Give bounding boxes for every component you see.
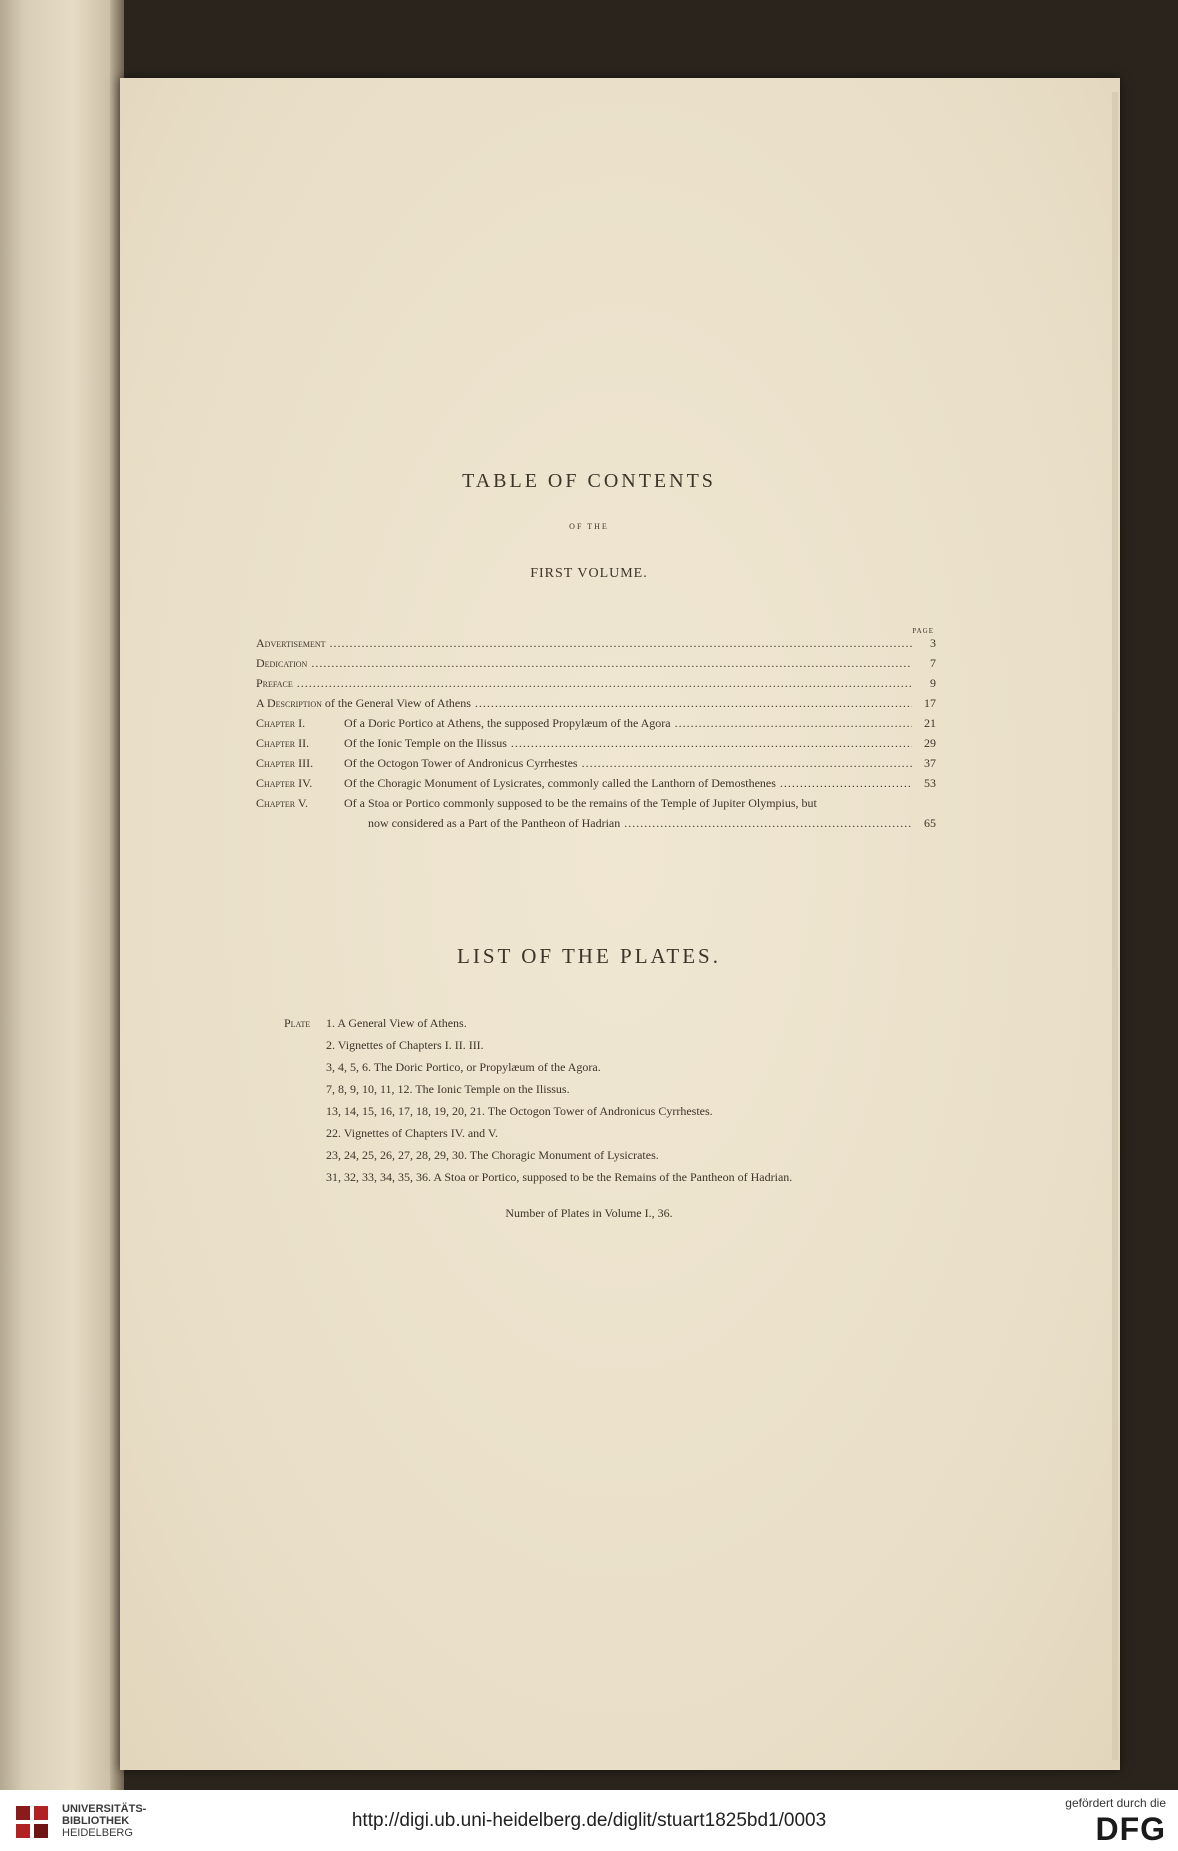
page-fore-edge (1112, 92, 1118, 1760)
toc-entry-label: Chapter IV. (256, 776, 313, 790)
toc-entry (256, 676, 936, 696)
plate-item-text: 3, 4, 5, 6. The Doric Portico, or Propylæum of the Agora. (326, 1060, 601, 1074)
toc-entry (256, 636, 936, 656)
toc-entry (256, 736, 936, 756)
plate-item-text: 7, 8, 9, 10, 11, 12. The Ionic Temple on the Ilissus. (326, 1082, 570, 1096)
leader-dots (511, 736, 912, 751)
dfg-logo: DFG (1095, 1811, 1166, 1847)
plate-item (284, 1170, 944, 1192)
library-name-line3: HEIDELBERG (62, 1827, 133, 1839)
toc-entry-label: Preface (256, 676, 293, 690)
footer-bar (0, 1790, 1178, 1851)
plates-title: LIST OF THE PLATES. (457, 944, 721, 968)
toc-entry-label: Chapter III. (256, 756, 314, 770)
funding-caption: gefördert durch die (1065, 1796, 1166, 1810)
toc-of-the: OF THE (569, 522, 609, 531)
toc-entry-page: 7 (930, 656, 936, 670)
toc-entry-page: 37 (924, 756, 936, 770)
plate-item-text: 31, 32, 33, 34, 35, 36. A Stoa or Portico, supposed to be the Remains of the Pantheon of Hadrian. (326, 1170, 793, 1184)
toc-entry (256, 696, 936, 716)
leader-dots (330, 636, 912, 651)
toc-entry-label: Chapter V. (256, 796, 309, 810)
toc-entry (256, 716, 936, 736)
leader-dots (582, 756, 912, 771)
plate-item-text: 13, 14, 15, 16, 17, 18, 19, 20, 21. The Octogon Tower of Andronicus Cyrrhestes. (326, 1104, 713, 1118)
toc-entry-text: Of a Stoa or Portico commonly supposed to be the remains of the Temple of Jupiter Olympius, but (344, 796, 817, 810)
plate-item-text: 1. A General View of Athens. (326, 1016, 467, 1030)
library-name-line2: BIBLIOTHEK (62, 1815, 130, 1827)
toc-entry-text: of the General View of Athens (324, 696, 471, 710)
plate-item-text: 2. Vignettes of Chapters I. II. III. (326, 1038, 484, 1052)
plate-item (284, 1016, 944, 1038)
toc-entry-text: now considered as a Part of the Pantheon of Hadrian (368, 816, 621, 830)
toc-entry-page: 29 (924, 736, 936, 750)
toc-entry-page: 17 (924, 696, 936, 710)
toc-entry-continuation (256, 816, 936, 836)
leader-dots (780, 776, 912, 791)
toc-entry-text: Of a Doric Portico at Athens, the supposed Propylæum of the Agora (344, 716, 671, 730)
toc-entry-text: Of the Choragic Monument of Lysicrates, commonly called the Lanthorn of Demosthenes (344, 776, 776, 790)
plate-label: Plate (284, 1016, 311, 1030)
leader-dots (675, 716, 912, 731)
plate-item (284, 1038, 944, 1060)
plates-list (284, 1016, 944, 1192)
toc-entry-label: Chapter II. (256, 736, 310, 750)
toc-entry-page: 9 (930, 676, 936, 690)
leader-dots (624, 816, 912, 831)
toc-entry-label: Dedication (256, 656, 308, 670)
toc-entry-page: 3 (930, 636, 936, 650)
toc-entry-page: 65 (924, 816, 936, 830)
toc-entry (256, 796, 936, 816)
toc-entry-page: 21 (924, 716, 936, 730)
plate-item (284, 1104, 944, 1126)
toc-entry-label: Chapter I. (256, 716, 306, 730)
leader-dots (475, 696, 912, 711)
plate-item-text: 23, 24, 25, 26, 27, 28, 29, 30. The Choragic Monument of Lysicrates. (326, 1148, 659, 1162)
left-page-edge (0, 0, 122, 1790)
toc-entry (256, 756, 936, 776)
toc-entry-text: Of the Ionic Temple on the Ilissus (344, 736, 507, 750)
plates-count-note: Number of Plates in Volume I., 36. (505, 1206, 673, 1220)
toc-entry-text: Of the Octogon Tower of Andronicus Cyrrhestes (344, 756, 578, 770)
page-column-header: PAGE (912, 627, 934, 635)
leader-dots (297, 676, 912, 691)
leader-dots (311, 656, 912, 671)
book-page (120, 78, 1120, 1770)
plate-item-text: 22. Vignettes of Chapters IV. and V. (326, 1126, 499, 1140)
toc-entry-label: Advertisement (256, 636, 326, 650)
toc-list (256, 636, 936, 836)
toc-entry (256, 776, 936, 796)
library-name-line1: UNIVERSITÄTS- (62, 1803, 147, 1815)
plate-item (284, 1126, 944, 1148)
plate-item (284, 1148, 944, 1170)
toc-entry-page: 53 (924, 776, 936, 790)
toc-entry (256, 656, 936, 676)
plate-item (284, 1082, 944, 1104)
permalink-url[interactable]: http://digi.ub.uni-heidelberg.de/diglit/stuart1825bd1/0003 (351, 1810, 827, 1831)
toc-entry-label: A Description (256, 696, 322, 710)
plate-item (284, 1060, 944, 1082)
toc-title: TABLE OF CONTENTS (462, 470, 716, 492)
toc-subtitle: FIRST VOLUME. (530, 566, 648, 581)
